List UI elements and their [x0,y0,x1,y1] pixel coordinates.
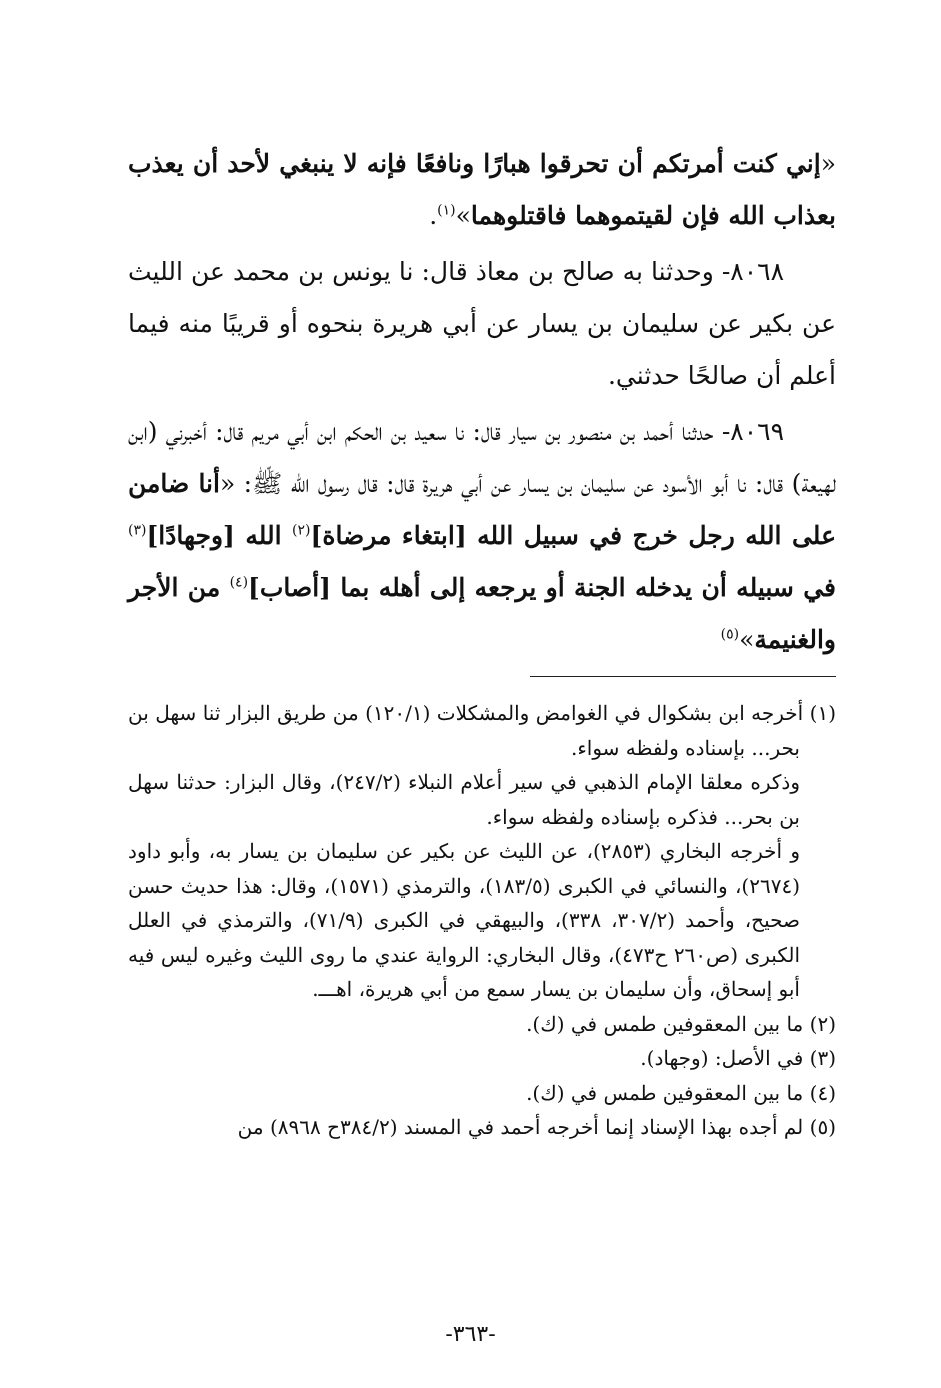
footnote-5: (٥) لم أجده بهذا الإسناد إنما أخرجه أحمد في المسند (٣٨٤/٢ح ٨٩٦٨) من [237,1115,836,1139]
narration-8068: ٨٠٦٨- وحدثنا به صالح بن معاذ قال: نا يونس بن محمد عن الليث عن بكير عن سليمان بن يسار عن أبي هريرة بنحوه أو قريبًا منه فيما أعلم أن صالحًا حدثني. [128,257,836,390]
footnote-ref-4: (٤) [229,574,249,591]
footnote-2: (٢) ما بين المعقوفين طمس في (ك). [526,1011,836,1036]
footnotes-section [128,696,836,1145]
footnote-1-part-3: و أخرجه البخاري (٢٨٥٣)، عن الليث عن بكير عن سليمان بن يسار به، وأبو داود (٢٦٧٤)، والنسائي في الكبرى (١٨٣/٥)، والترمذي (١٥٧١)، وقال: هذا حديث حسن صحيح، وأحمد (٣٠٧/٢، ٣٣٨)، والبيهقي في الكبرى (٧١/٩)، والترمذي في العلل الكبرى (ص٢٦٠ ح٤٧٣)، وقال البخاري: الرواية عندي ما روى الليث وغيره ليس فيه أبو إسحاق، وأن سليمان بن يسار سمع من أبي هريرة، اهـــ. [128,839,801,1001]
period: . [429,201,438,230]
footnote-ref-1: (١) [437,202,456,219]
footnote-1-part-1: (١) أخرجه ابن بشكوال في الغوامض والمشكلات (١٢٠/١) من طريق البزار ثنا سهل بن بحر... بإسناده ولفظه سواء. [128,701,836,760]
footnote-separator [530,676,836,677]
footnote-ref-5: (٥) [720,626,740,643]
hadith-bold-text: إني كنت أمرتكم أن تحرقوا هبارًا ونافعًا فإنه لا ينبغي لأحد أن يعذب بعذاب الله فإن لقيتموهما فاقتلوهما [128,149,836,230]
hadith-bold-1: أنا ضامن على الله رجل خرج في سبيل الله [ابتغاء مرضاة] [128,469,836,550]
page-number: -٣٦٣- [445,1322,496,1347]
footnote-4: (٤) ما بين المعقوفين طمس في (ك). [526,1080,836,1105]
quote-open: « [820,149,836,178]
footnote-ref-3: (٣) [128,522,147,539]
hadith-bold-4: من الأجر والغنيمة [128,573,836,654]
footnote-1-part-2: وذكره معلقا الإمام الذهبي في سير أعلام النبلاء (٢٤٧/٢)، وقال البزار: حدثنا سهل بن بحر... فذكره بإسناده ولفظه سواء. [128,770,800,829]
narration-8069-isnad: ٨٠٦٩- حدثنا أحمد بن منصور بن سيار قال: نا سعيد بن الحكم ابن أبي مريم قال: أخبرني (ابن لهيعة) قال: نا أبو الأسود عن سليمان بن يسار عن أبي هريرة قال: قال رسول الله ﷺ: « [128,417,836,498]
quote-close: » [455,201,471,230]
hadith-text-paragraph [128,138,836,242]
quote-close-2: » [739,625,755,654]
main-text [128,138,836,666]
hadith-bold-2: الله [وجهادًا] [146,521,293,550]
footnote-ref-2: (٢) [292,522,311,539]
narration-8069 [128,406,836,666]
hadith-bold-3: في سبيله أن يدخله الجنة أو يرجعه إلى أهله بما [أصاب] [248,573,837,602]
footnote-3: (٣) في الأصل: (وجهاد). [640,1046,836,1070]
